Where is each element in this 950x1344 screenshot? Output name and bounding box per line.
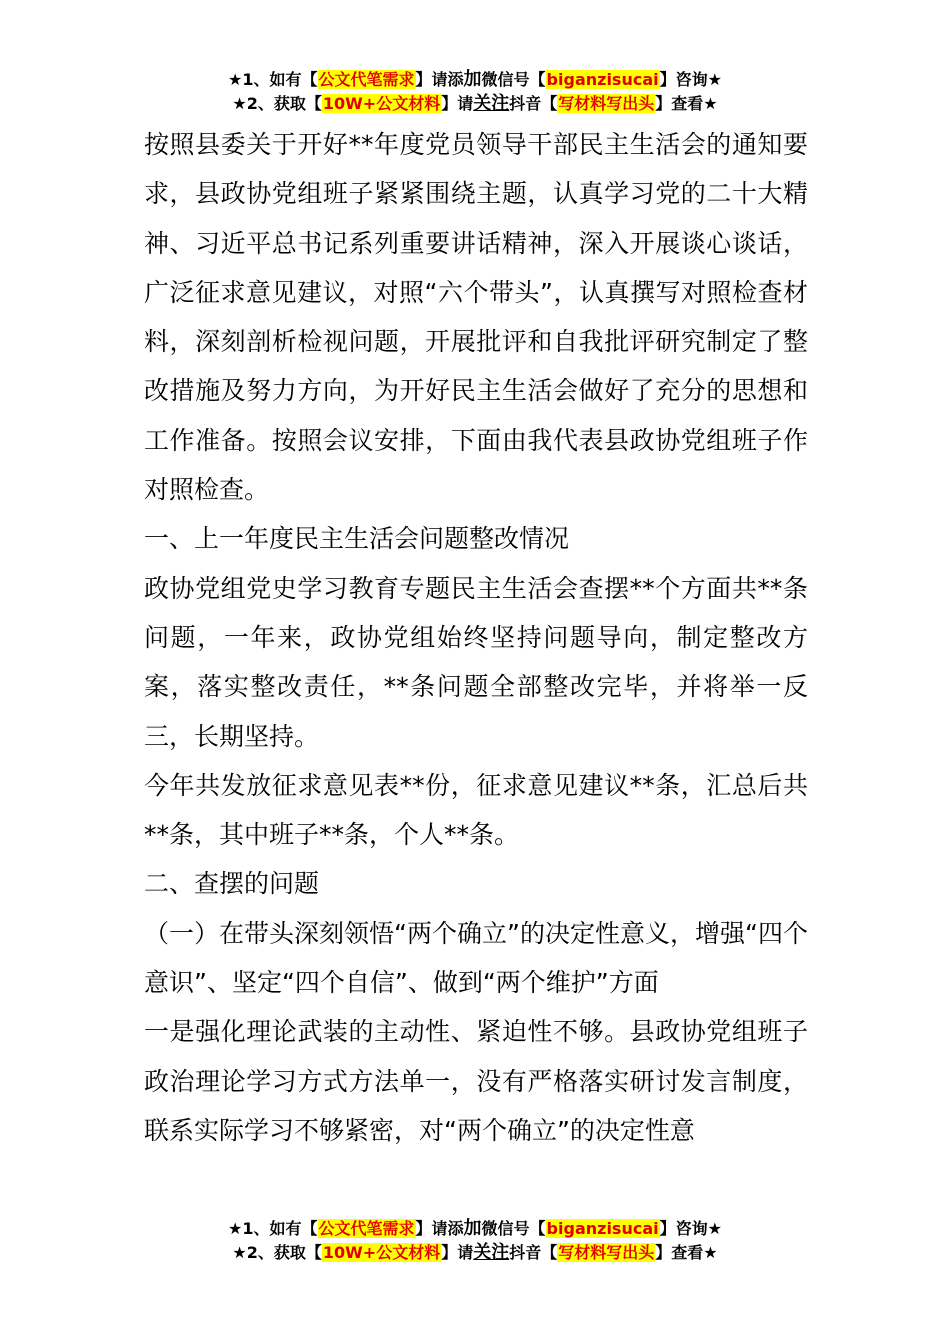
banner-text: 微信号【: [481, 1219, 546, 1238]
banner-text: 关注: [473, 1242, 510, 1263]
banner-text: 】请: [441, 1243, 474, 1262]
banner-text: 关注: [473, 93, 510, 114]
paragraph: 政协党组党史学习教育专题民主生活会查摆**个方面共**条问题，一年来，政协党组始终坚持问题导向，制定整改方案，落实整改责任，**条问题全部整改完毕，并将举一反三，长期坚持。: [144, 573, 808, 751]
banner-highlight: 公文代笔需求: [318, 70, 415, 89]
banner-text: 】查看★: [655, 1243, 718, 1262]
banner-text: 微信号【: [481, 70, 546, 89]
douyin-highlight: 写材料写出头: [558, 1243, 655, 1262]
footer-banner: [0, 1217, 950, 1265]
douyin-highlight: 写材料写出头: [558, 94, 655, 113]
banner-text: 】咨询★: [659, 70, 722, 89]
banner-line-1: [0, 68, 950, 92]
banner-text: 】咨询★: [659, 1219, 722, 1238]
banner-text: 】请添: [415, 70, 464, 89]
banner-text: ★1、如有【: [228, 70, 318, 89]
banner-text: 】请: [441, 94, 474, 113]
banner-text: 加: [463, 69, 482, 90]
subsection-heading: （一）在带头深刻领悟“两个确立”的决定性意义，增强“四个意识”、坚定“四个自信”、做到“两个维护”方面: [144, 918, 808, 998]
banner-text: 】查看★: [655, 94, 718, 113]
wechat-id-highlight: biganzisucai: [546, 70, 659, 89]
banner-line-1: [0, 1217, 950, 1241]
banner-text: 抖音【: [509, 1243, 558, 1262]
paragraph: 一是强化理论武装的主动性、紧迫性不够。县政协党组班子政治理论学习方式方法单一，没有严格落实研讨发言制度，联系实际学习不够紧密，对“两个确立”的决定性意: [144, 1017, 808, 1145]
header-banner: [0, 68, 950, 116]
banner-text: ★2、获取【: [232, 94, 322, 113]
section-heading-1: 一、上一年度民主生活会问题整改情况: [144, 524, 570, 554]
banner-highlight: 10W+公文材料: [322, 1243, 441, 1262]
paragraph: 今年共发放征求意见表**份，征求意见建议**条，汇总后共**条，其中班子**条，个人**条。: [144, 770, 808, 850]
banner-highlight: 公文代笔需求: [318, 1219, 415, 1238]
intro-paragraph: 按照县委关于开好**年度党员领导干部民主生活会的通知要求，县政协党组班子紧紧围绕主题，认真学习党的二十大精神、习近平总书记系列重要讲话精神，深入开展谈心谈话，广泛征求意见建议，对照“六个带头”，认真撰写对照检查材料，深刻剖析检视问题，开展批评和自我批评研究制定了整改措施及努力方向，为开好民主生活会做好了充分的思想和工作准备。按照会议安排，下面由我代表县政协党组班子作对照检查。: [144, 130, 808, 505]
document-body: [144, 120, 808, 1155]
banner-text: 】请添: [415, 1219, 464, 1238]
banner-text: ★1、如有【: [228, 1219, 318, 1238]
banner-text: 抖音【: [509, 94, 558, 113]
wechat-id-highlight: biganzisucai: [546, 1219, 659, 1238]
banner-text: 加: [463, 1218, 482, 1239]
banner-text: ★2、获取【: [232, 1243, 322, 1262]
banner-line-2: [0, 92, 950, 116]
banner-line-2: [0, 1241, 950, 1265]
banner-highlight: 10W+公文材料: [322, 94, 441, 113]
section-heading-2: 二、查摆的问题: [144, 869, 320, 899]
